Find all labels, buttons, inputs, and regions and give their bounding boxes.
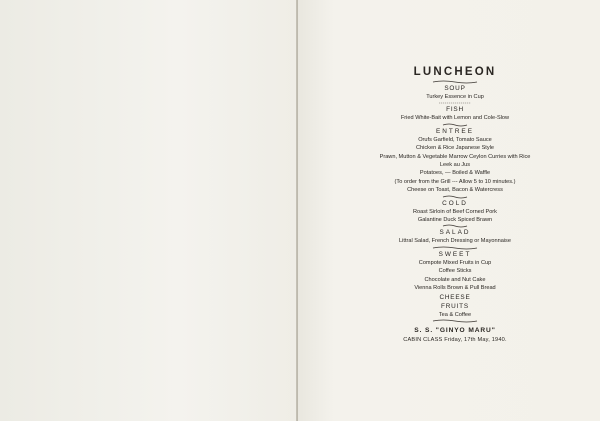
menu-item: Turkey Essence in Cup bbox=[426, 94, 484, 100]
section-heading-soup: SOUP bbox=[444, 85, 466, 92]
ship-name: S. S. "GINYO MARU" bbox=[414, 326, 496, 334]
menu-item: Potatoes, — Boiled & Waffle bbox=[419, 170, 491, 177]
menu-item: Coffee Sticks bbox=[438, 268, 472, 275]
menu-item: Roast Sirloin of Beef Corned Pork bbox=[413, 208, 497, 215]
menu-item: Chicken & Rice Japanese Style bbox=[415, 145, 495, 152]
menu-title: LUNCHEON bbox=[413, 66, 497, 78]
menu-item: Tea & Coffee bbox=[438, 311, 472, 318]
menu-item: Orufs Garfield, Tomato Sauce bbox=[418, 136, 492, 143]
menu-item: Fried White-Bait with Lemon and Cole-Slow bbox=[400, 115, 510, 122]
menu-date: CABIN CLASS Friday, 17th May, 1940. bbox=[403, 336, 507, 343]
menu-item: Cheese on Toast, Bacon & Watercress bbox=[407, 187, 503, 194]
menu-item: Galantine Duck Spiced Brawn bbox=[417, 217, 493, 224]
section-heading-cold: COLD bbox=[442, 199, 468, 207]
section-heading-sweet: SWEET bbox=[438, 250, 472, 258]
section-heading-salad: SALAD bbox=[439, 229, 471, 237]
menu-item: Vienna Rolls Brown & Pull Bread bbox=[414, 285, 496, 292]
menu-item: Prawn, Mutton & Vegetable Marrow Ceylon Curries with Rice bbox=[379, 153, 531, 160]
menu-item: Compote Mixed Fruits in Cup bbox=[418, 259, 492, 266]
menu-item: Chocolate and Nut Cake bbox=[424, 276, 486, 283]
section-heading-entree: ENTREE bbox=[436, 127, 474, 135]
section-heading-fruits: FRUITS bbox=[441, 302, 469, 310]
menu-item: Leek au Jus bbox=[439, 162, 471, 169]
section-heading-cheese: CHEESE bbox=[439, 293, 471, 301]
menu-item: Littral Salad, French Dressing or Mayonnaise bbox=[399, 238, 511, 245]
section-heading-fish: FISH bbox=[446, 106, 464, 114]
luncheon-menu bbox=[310, 66, 600, 344]
left-page bbox=[0, 0, 297, 421]
ornament-divider-icon bbox=[431, 319, 479, 323]
menu-item: (To order from the Grill --- Allow 5 to 10 minutes.) bbox=[394, 178, 516, 185]
